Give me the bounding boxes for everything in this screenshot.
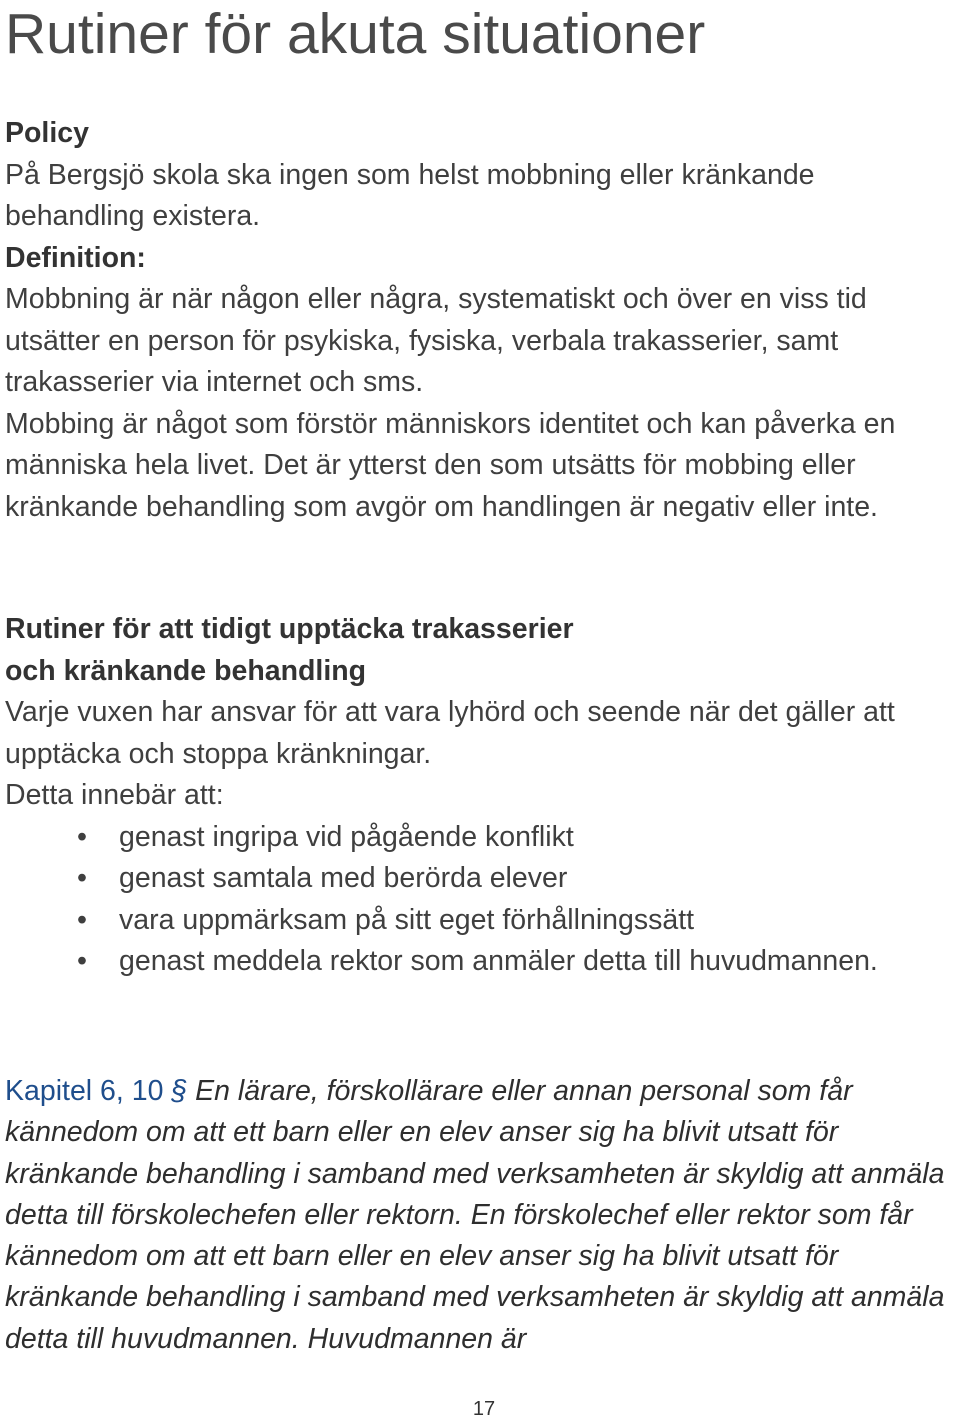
policy-section [5,113,957,528]
rutiner-bullet-list [5,817,957,983]
list-item [5,900,957,942]
rutiner-heading-line-1: Rutiner för att tidigt upptäcka trakasserier [5,613,574,645]
list-item-text: genast ingripa vid pågående konflikt [119,820,574,853]
law-paragraph [5,1071,955,1360]
bullet-icon: • [77,820,87,853]
list-item [5,941,957,983]
definition-heading: Definition: [5,241,146,274]
law-text: En lärare, förskollärare eller annan personal som får kännedom om att ett barn eller en elev anser sig ha blivit utsatt för kränkande behandling i samband med verksamheten är skyldig att anmäla detta till förskolechefen eller rektorn. En förskolechef eller rektor som får kännedom om att ett barn eller en elev anser sig ha blivit utsatt för kränkande behandling i samband med verksamheten är skyldig att anmäla detta till huvudmannen. Huvudmannen är [5,1075,945,1355]
list-item-text: genast meddela rektor som anmäler detta till huvudmannen. [119,945,878,977]
rutiner-section [5,609,957,983]
list-item [5,858,957,900]
policy-heading: Policy [5,117,89,149]
law-reference [5,1075,187,1107]
bullet-icon: • [77,903,87,936]
list-item-text: vara uppmärksam på sitt eget förhållningssätt [119,903,695,936]
definition-text-2: Mobbing är något som förstör människors identitet och kan påverka en människa hela livet. Det är ytterst den som utsätts för mobbing eller kränkande behandling som avgör om handlingen är negativ eller inte. [5,407,896,523]
rutiner-heading-line-2: och kränkande behandling [5,654,367,687]
bullet-icon: • [77,945,87,977]
bullet-icon: • [77,862,87,894]
list-item-text: genast samtala med berörda elever [119,862,568,894]
definition-text-1: Mobbning är när någon eller några, systematiskt och över en viss tid utsätter en person för psykiska, fysiska, verbala trakasserier, samt trakasserier via internet och sms. [5,283,867,398]
page-title: Rutiner för akuta situationer [5,2,706,66]
policy-text: På Bergsjö skola ska ingen som helst mobbning eller kränkande behandling existera. [5,158,815,232]
rutiner-intro: Detta innebär att: [5,779,224,811]
law-chapter: Kapitel 6, 10 [5,1075,164,1107]
section-sign-icon: § [171,1075,188,1107]
page-number: 17 [472,1398,496,1420]
list-item [5,817,957,859]
rutiner-text: Varje vuxen har ansvar för att vara lyhörd och seende när det gäller att upptäcka och stoppa kränkningar. [5,696,895,770]
